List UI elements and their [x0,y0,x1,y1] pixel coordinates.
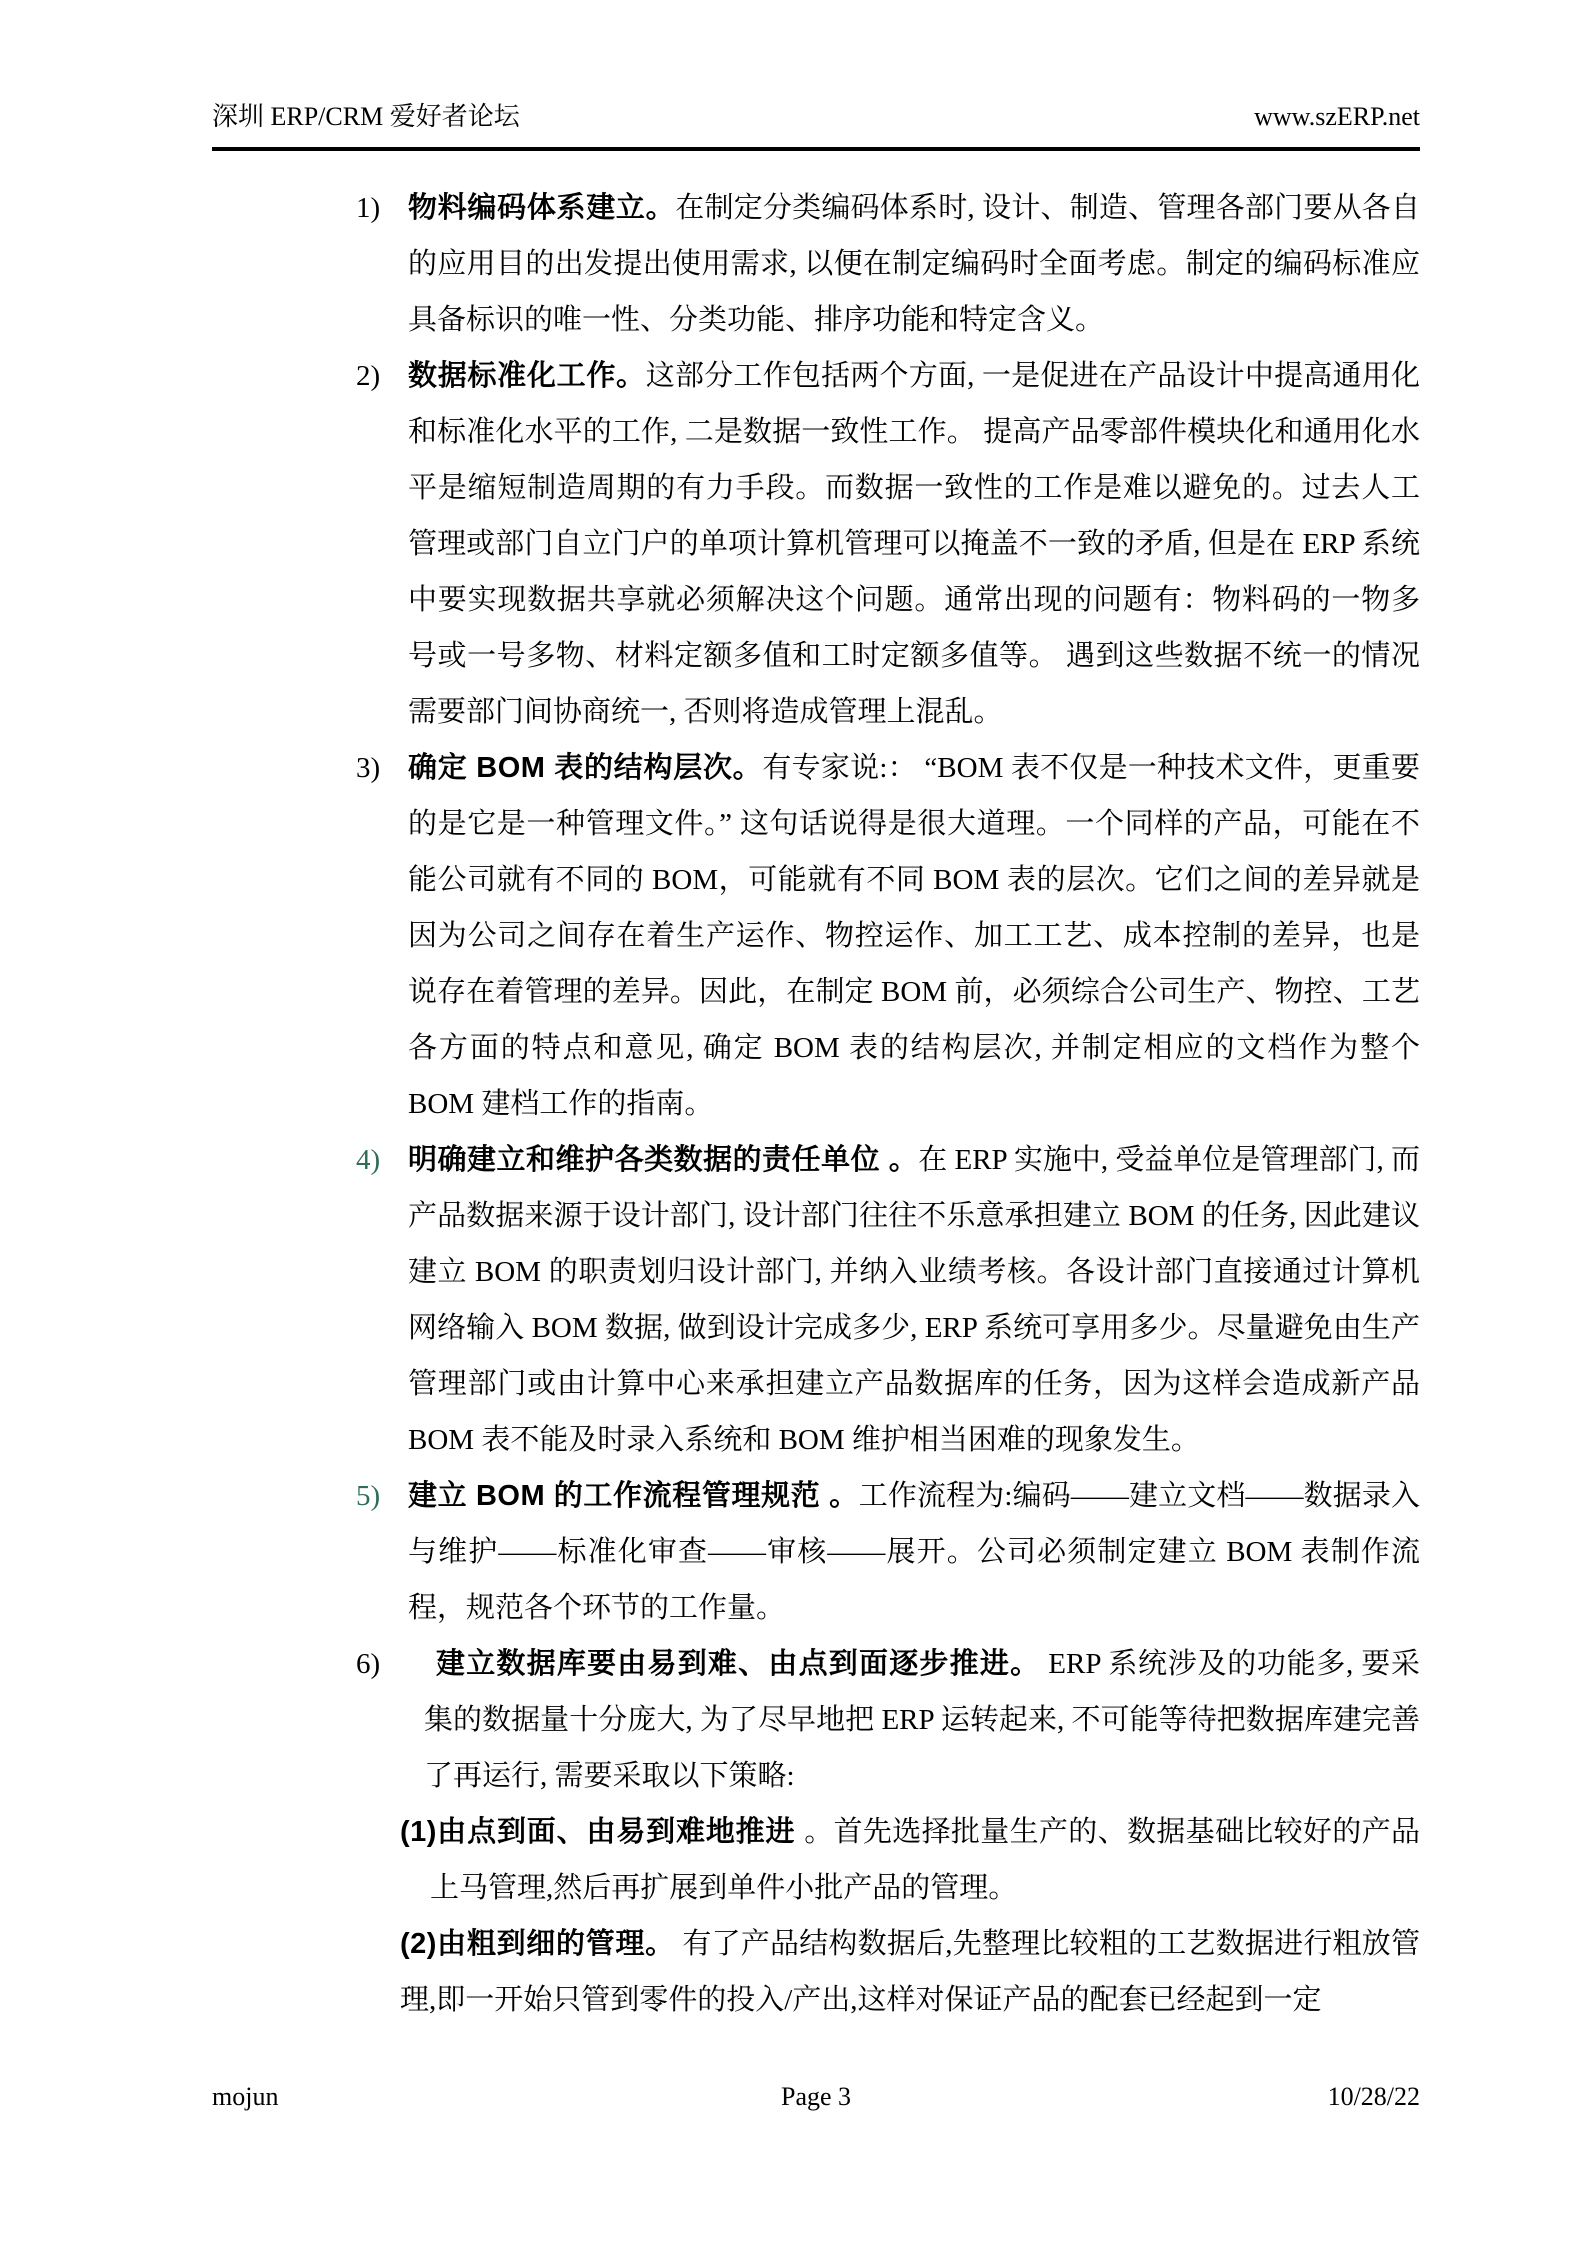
list-item-5-text [408,1468,1420,1636]
list-item-5 [356,1468,1420,1636]
list-item-5-heading: 建立 BOM 的工作流程管理规范 。 [408,1480,859,1512]
sub-item-2-heading: 由粗到细的管理。 [436,1928,675,1960]
list-item-6-heading: 建立数据库要由易到难、由点到面逐步推进。 [436,1648,1041,1680]
list-item-3-text [408,740,1420,1132]
list-item-6-text [408,1636,1420,1804]
list-item-4-heading: 明确建立和维护各类数据的责任单位 。 [408,1144,919,1176]
list-item-3 [356,740,1420,1132]
footer-author: mojun [212,2082,279,2111]
sub-item-1-marker: (1) [400,1816,437,1848]
list-item-1 [356,180,1420,348]
list-marker-5: 5) [356,1480,381,1512]
footer-page-number: Page 3 [780,2082,852,2111]
list-item-3-heading: 确定 BOM 表的结构层次。 [408,752,763,784]
footer-date: 10/28/22 [1327,2082,1421,2111]
header-site-title: 深圳 ERP/CRM 爱好者论坛 [212,102,520,131]
list-marker-2: 2) [356,360,381,392]
list-item-1-text [408,180,1420,348]
sub-item-1-body: 。首先选择批量生产的、数据基础比较好的产品上马管理,然后再扩展到单件小批产品的管理。 [430,1816,1420,1904]
list-item-4-text [408,1132,1420,1468]
document-body [356,180,1420,2028]
list-item-1-heading: 物料编码体系建立。 [408,192,676,224]
sub-item-1 [400,1804,1420,1916]
list-item-2 [356,348,1420,740]
list-marker-1: 1) [356,192,381,224]
sub-item-2-body: 有了产品结构数据后,先整理比较粗的工艺数据进行粗放管理,即一开始只管到零件的投入/产出,这样对保证产品的配套已经起到一定 [400,1928,1420,2016]
list-item-4-body: 在 ERP 实施中, 受益单位是管理部门, 而产品数据来源于设计部门, 设计部门往往不乐意承担建立 BOM 的任务, 因此建议建立 BOM 的职责划归设计部门, 并纳入业绩考核。各设计部门直接通过计算机网络输入 BOM 数据, 做到设计完成多少, ERP 系统可享用多少。尽量避免由生产管理部门或由计算中心来承担建立产品数据库的任务，因为这样会造成新产品 BOM 表不能及时录入系统和 BOM 维护相当困难的现象发生。 [408,1144,1420,1456]
header-url: www.szERP.net [1254,102,1420,131]
page-header [212,100,1420,151]
list-item-6-body: ERP 系统涉及的功能多, 要采集的数据量十分庞大, 为了尽早地把 ERP 运转起来, 不可能等待把数据库建完善了再运行, 需要采取以下策略: [424,1648,1420,1792]
list-item-1-body: 在制定分类编码体系时, 设计、制造、管理各部门要从各自的应用目的出发提出使用需求, 以便在制定编码时全面考虑。制定的编码标准应具备标识的唯一性、分类功能、排序功能和特定含义。 [408,192,1420,336]
list-item-2-heading: 数据标准化工作。 [408,360,646,392]
sub-item-2 [400,1916,1420,2028]
sub-item-2-marker: (2) [400,1928,437,1960]
list-item-2-body: 这部分工作包括两个方面, 一是促进在产品设计中提高通用化和标准化水平的工作, 二是数据一致性工作。 提高产品零部件模块化和通用化水平是缩短制造周期的有力手段。而数据一致性的工作是难以避免的。过去人工管理或部门自立门户的单项计算机管理可以掩盖不一致的矛盾, 但是在 ERP 系统中要实现数据共享就必须解决这个问题。通常出现的问题有：物料码的一物多号或一号多物、材料定额多值和工时定额多值等。 遇到这些数据不统一的情况需要部门间协商统一, 否则将造成管理上混乱。 [408,360,1420,728]
list-item-6 [356,1636,1420,1804]
sub-item-1-heading: 由点到面、由易到难地推进 [436,1816,805,1848]
list-item-5-body: 工作流程为:编码——建立文档——数据录入与维护——标准化审查——审核——展开。公司必须制定建立 BOM 表制作流程，规范各个环节的工作量。 [408,1480,1420,1624]
list-marker-3: 3) [356,752,381,784]
list-item-2-text [408,348,1420,740]
list-item-3-body: 有专家说:： “BOM 表不仅是一种技术文件，更重要的是它是一种管理文件。” 这句话说得是很大道理。一个同样的产品，可能在不能公司就有不同的 BOM，可能就有不同 BOM 表的层次。它们之间的差异就是因为公司之间存在着生产运作、物控运作、加工工艺、成本控制的差异，也是说存在着管理的差异。因此，在制定 BOM 前，必须综合公司生产、物控、工艺各方面的特点和意见, 确定 BOM 表的结构层次, 并制定相应的文档作为整个 BOM 建档工作的指南。 [408,752,1420,1120]
list-marker-6: 6) [356,1648,381,1680]
page-footer [212,2080,1420,2114]
list-item-4 [356,1132,1420,1468]
list-marker-4: 4) [356,1144,381,1176]
